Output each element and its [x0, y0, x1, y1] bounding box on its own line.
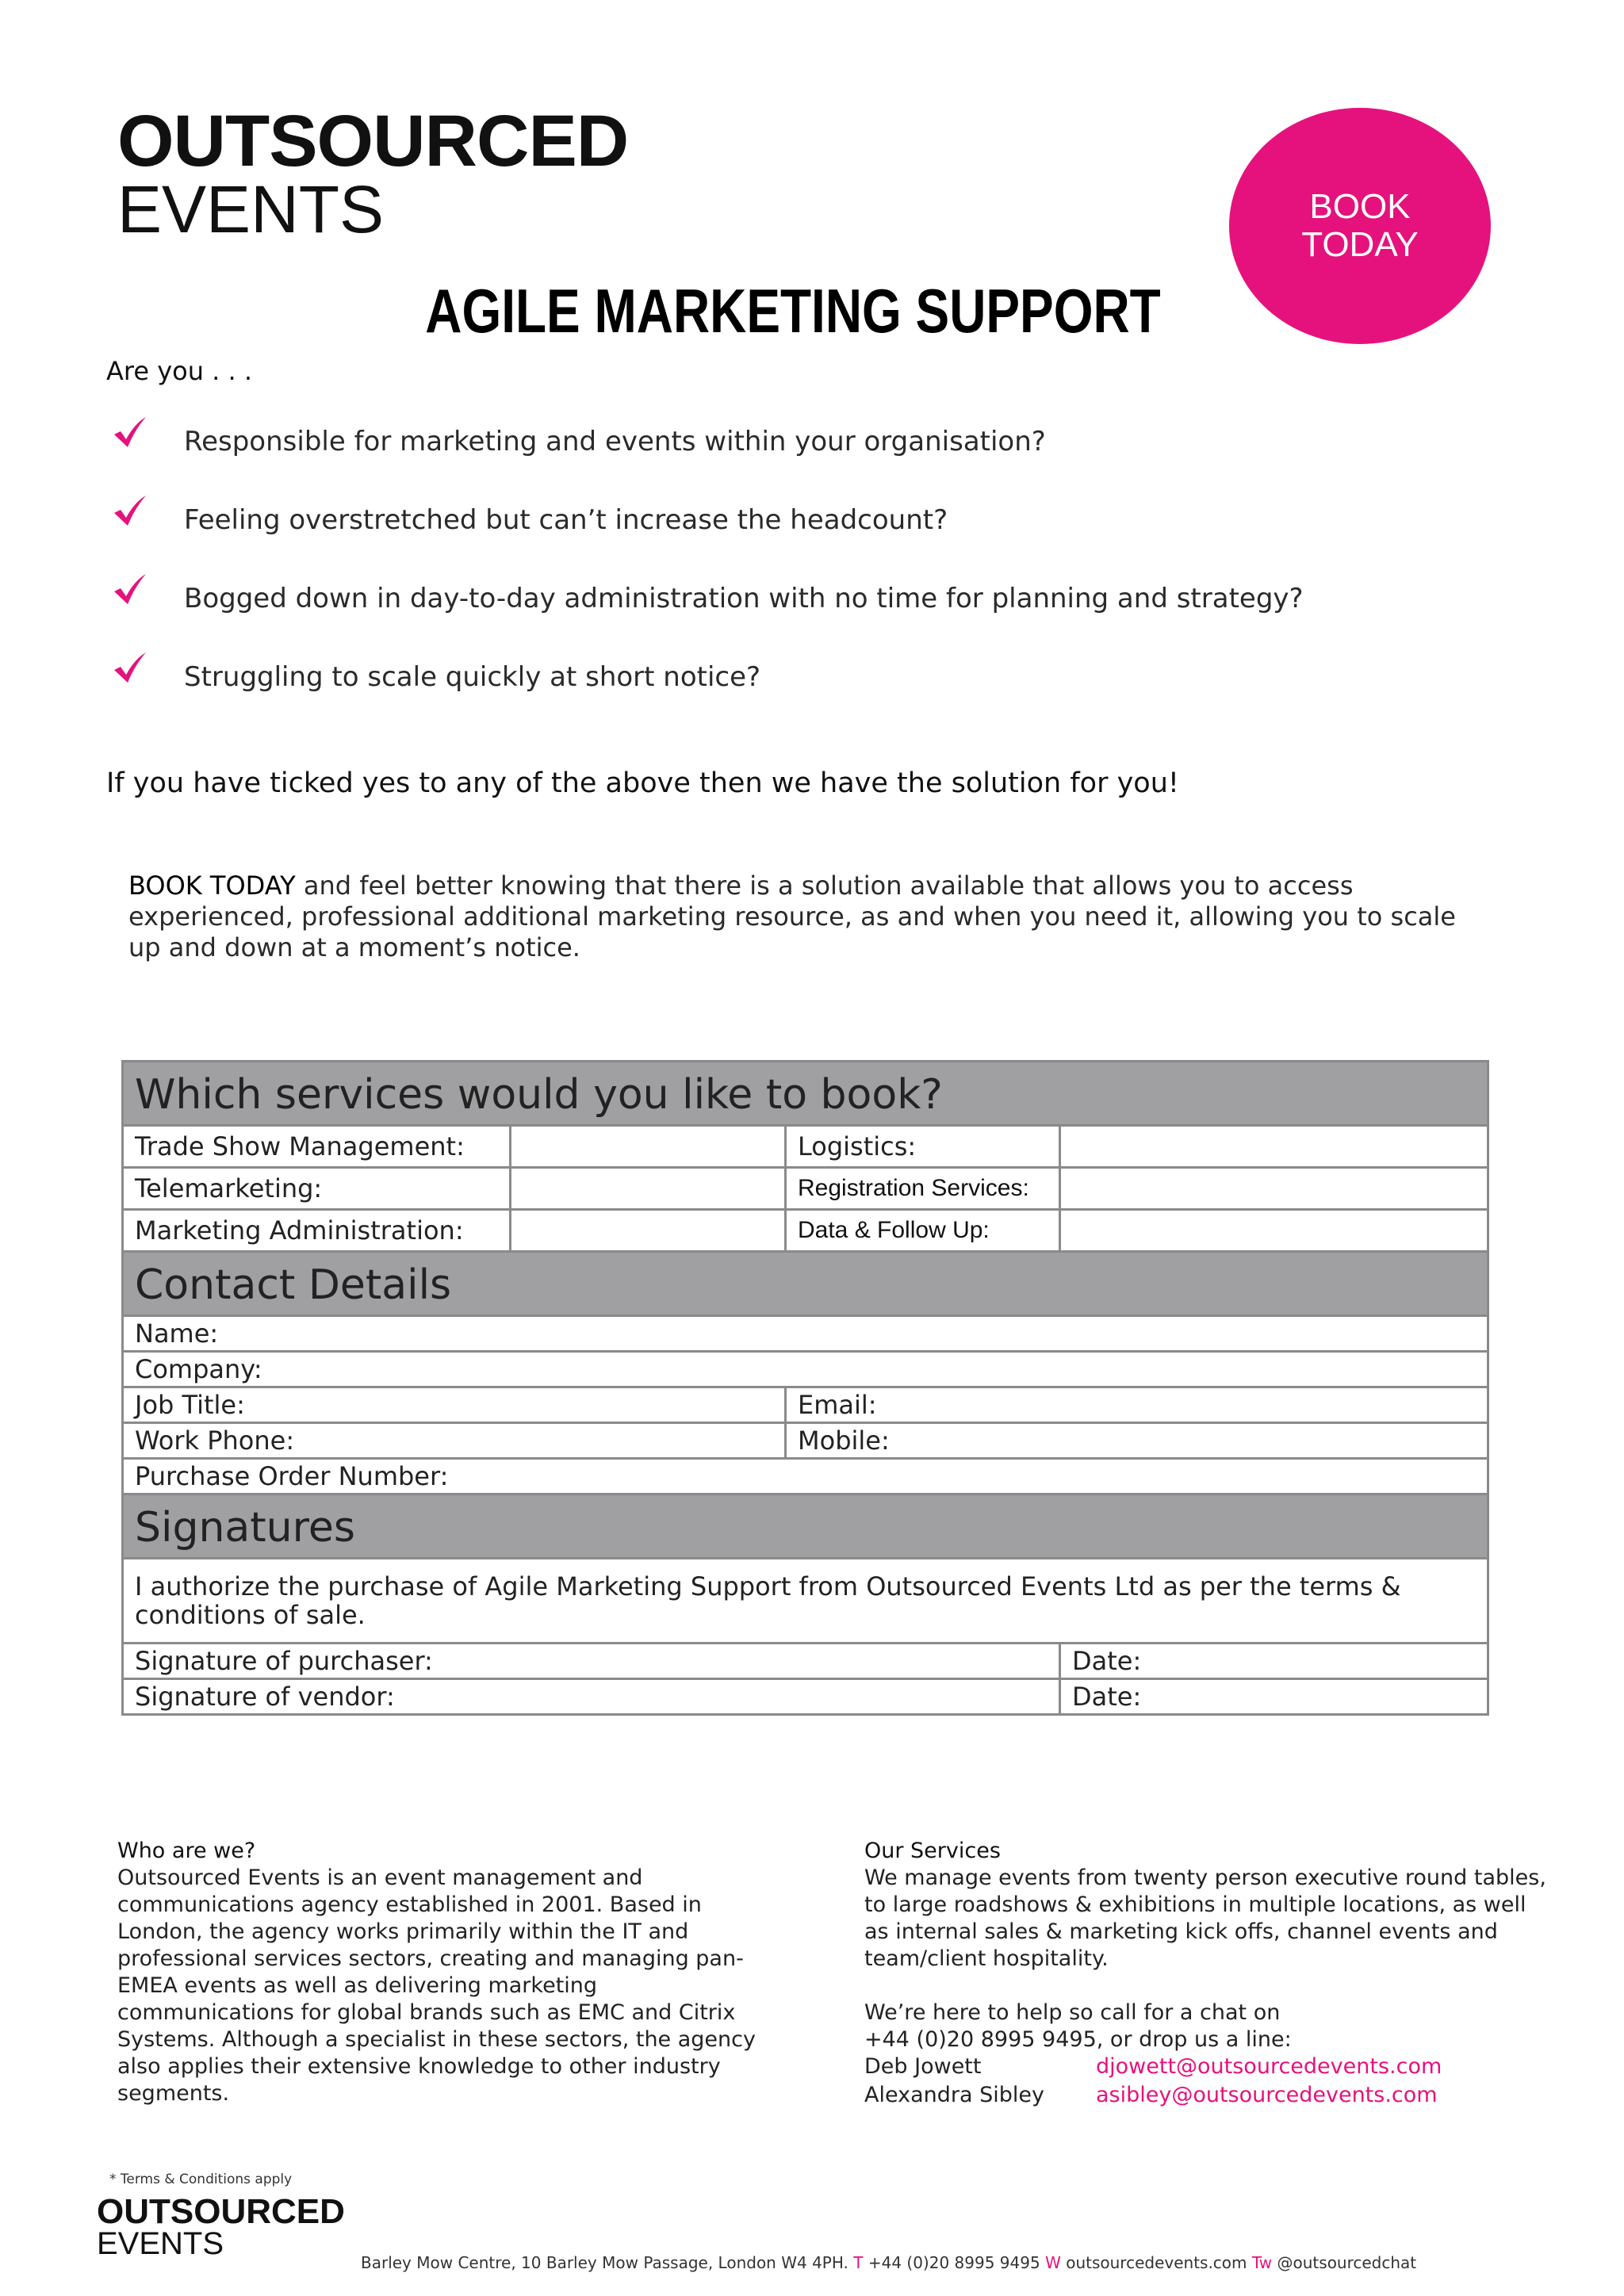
call-line-1: We’re here to help so call for a chat on [864, 2000, 1281, 2025]
contact-row [864, 2082, 1546, 2110]
checklist-text: Bogged down in day-to-day administration with no time for planning and strategy? [184, 583, 1304, 614]
contact-heading: Contact Details [123, 1252, 1488, 1316]
contact-row [864, 2053, 1546, 2082]
checklist-item [111, 492, 1538, 540]
book-today-line1: BOOK [1309, 187, 1411, 226]
our-services-section [864, 1838, 1546, 2110]
purchaser-date-field[interactable]: Date: [1060, 1644, 1488, 1679]
telemarketing-label: Telemarketing: [123, 1168, 511, 1210]
mobile-field[interactable]: Mobile: [786, 1423, 1488, 1459]
footer-logo-events: EVENTS [97, 2226, 224, 2261]
checklist-text: Responsible for marketing and events within your organisation? [184, 426, 1046, 457]
solution-statement: If you have ticked yes to any of the above then we have the solution for you! [106, 767, 1179, 799]
logo-events: EVENTS [117, 172, 385, 247]
page-title: AGILE MARKETING SUPPORT [425, 276, 1161, 346]
contact-name: Alexandra Sibley [864, 2083, 1044, 2107]
who-are-we-text: Outsourced Events is an event management and communications agency established in 2001. Based in London, the agency works primarily within the IT and professional services sectors, creating and managing pan-EMEA events as well as delivering marketing communications for global brands such as EMC and Citrix Systems. Although a specialist in these sectors, the agency also applies their extensive knowledge to other industry segments. [117, 1866, 756, 2106]
signatures-heading: Signatures [123, 1494, 1488, 1559]
check-icon [111, 414, 149, 452]
company-field[interactable]: Company: [123, 1352, 1488, 1387]
footer-address-line [361, 2252, 1416, 2274]
book-today-body: and feel better knowing that there is a solution available that allows you to access experienced, professional additional marketing resource, as and when you need it, allowing you to scale up and down at a moment’s notice. [128, 871, 1456, 962]
logistics-label: Logistics: [786, 1126, 1060, 1168]
marketing-admin-field[interactable] [511, 1210, 786, 1252]
footer-address: Barley Mow Centre, 10 Barley Mow Passage, London W4 4PH. [361, 2253, 848, 2272]
footer-website[interactable]: outsourcedevents.com [1066, 2253, 1247, 2272]
footer-logo-outsourced: OUTSOURCED [97, 2192, 345, 2231]
checklist-item [111, 414, 1538, 461]
book-today-lead: BOOK TODAY [128, 871, 296, 901]
authorization-statement: I authorize the purchase of Agile Marketing Support from Outsourced Events Ltd as per the terms & conditions of sale. [123, 1559, 1488, 1644]
check-icon [111, 492, 149, 530]
book-today-line2: TODAY [1301, 225, 1419, 264]
vendor-signature-field[interactable]: Signature of vendor: [123, 1679, 1060, 1715]
purchaser-signature-field[interactable]: Signature of purchaser: [123, 1644, 1060, 1679]
logo-outsourced: OUTSOURCED [117, 101, 629, 182]
job-title-field[interactable]: Job Title: [123, 1387, 786, 1423]
work-phone-field[interactable]: Work Phone: [123, 1423, 786, 1459]
name-field[interactable]: Name: [123, 1316, 1488, 1352]
contact-email-link[interactable]: djowett@outsourcedevents.com [1096, 2054, 1442, 2079]
vendor-date-field[interactable]: Date: [1060, 1679, 1488, 1715]
services-heading: Which services would you like to book? [123, 1062, 1488, 1126]
twitter-label: Tw [1251, 2253, 1273, 2272]
our-services-text: We manage events from twenty person executive round tables, to large roadshows & exhibitions in multiple locations, as well as internal sales & marketing kick offs, channel events and team/client hospitality. [864, 1866, 1546, 1971]
email-field[interactable]: Email: [786, 1387, 1488, 1423]
checklist-item [111, 571, 1538, 618]
checklist-text: Struggling to scale quickly at short notice? [184, 661, 761, 693]
logistics-field[interactable] [1060, 1126, 1488, 1168]
who-are-we-title: Who are we? [117, 1839, 256, 1863]
website-label: W [1045, 2253, 1061, 2272]
data-follow-up-field[interactable] [1060, 1210, 1488, 1252]
trade-show-label: Trade Show Management: [123, 1126, 511, 1168]
data-follow-up-label: Data & Follow Up: [786, 1210, 1060, 1252]
our-services-title: Our Services [864, 1839, 1001, 1863]
purchase-order-field[interactable]: Purchase Order Number: [123, 1459, 1488, 1494]
intro-question: Are you . . . [106, 356, 253, 386]
registration-services-label: Registration Services: [786, 1168, 1060, 1210]
checklist-item [111, 649, 1538, 697]
contact-email-link[interactable]: asibley@outsourcedevents.com [1096, 2083, 1438, 2107]
check-icon [111, 571, 149, 609]
phone-label: T [853, 2253, 864, 2272]
footer-phone[interactable]: +44 (0)20 8995 9495 [868, 2253, 1040, 2272]
terms-note: * Terms & Conditions apply [109, 2172, 293, 2187]
footer-twitter[interactable]: @outsourcedchat [1277, 2253, 1417, 2272]
contact-name: Deb Jowett [864, 2054, 982, 2079]
book-today-paragraph [128, 871, 1492, 963]
marketing-admin-label: Marketing Administration: [123, 1210, 511, 1252]
registration-services-field[interactable] [1060, 1168, 1488, 1210]
check-icon [111, 649, 149, 687]
checklist-text: Feeling overstretched but can’t increase the headcount? [184, 504, 948, 536]
who-are-we-section [117, 1838, 768, 2107]
booking-form [121, 1060, 1489, 1716]
call-line-2: +44 (0)20 8995 9495, or drop us a line: [864, 2027, 1292, 2052]
telemarketing-field[interactable] [511, 1168, 786, 1210]
trade-show-field[interactable] [511, 1126, 786, 1168]
